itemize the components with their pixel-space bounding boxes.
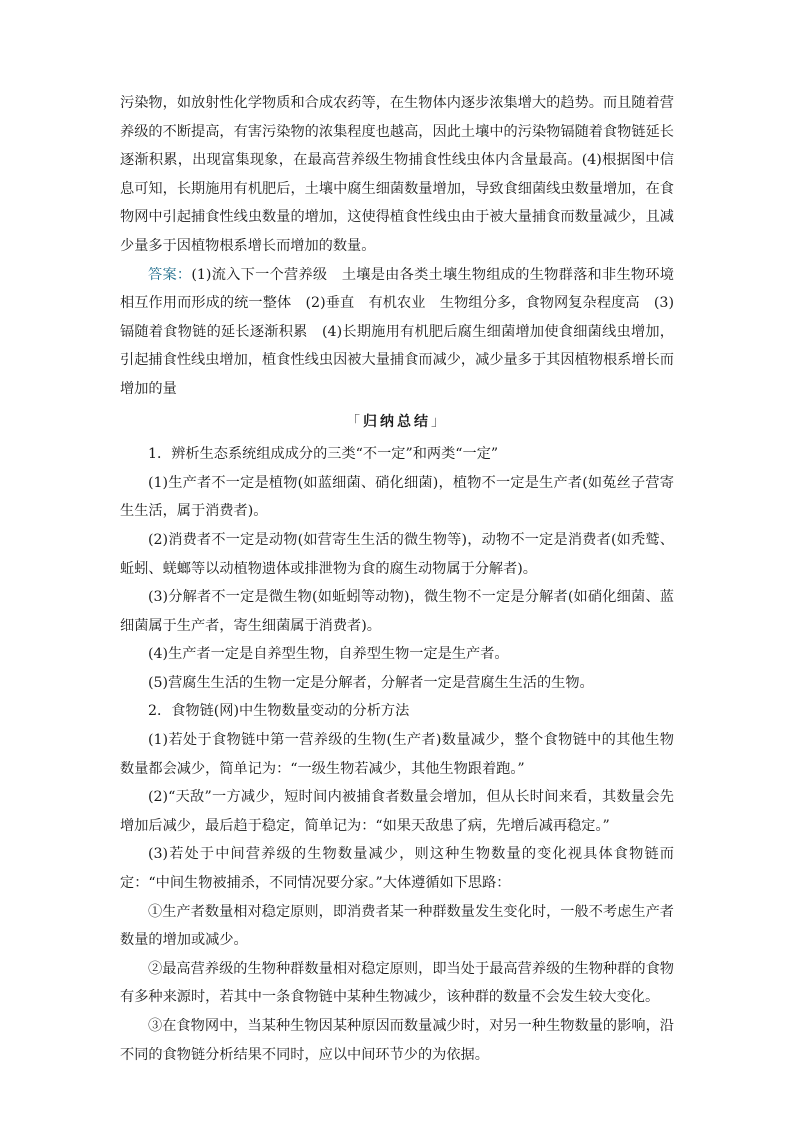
list-item: (1)生产者不一定是植物(如蓝细菌、硝化细菌)，植物不一定是生产者(如菟丝子营寄生生活，属于消费者)。: [120, 474, 674, 520]
answer-text: (1)流入下一个营养级 土壤是由各类土壤生物组成的生物群落和非生物环境相互作用而形成的统一整体 (2)垂直 有机农业 生物组分多，食物网复杂程度高 (3)镉随着食物链的延长逐渐积累 (4)长期施用有机肥后腐生细菌增加使食细菌线虫增加，引起捕食性线虫增加，植食性线虫因被大量捕食而减少，减少量多于其因植物根系增长而增加的量: [120, 266, 674, 397]
list-item: (5)营腐生生活的生物一定是分解者，分解者一定是营腐生生活的生物。: [148, 674, 594, 691]
section-title-text: 归纳总结: [363, 413, 431, 430]
list-item: (2)消费者不一定是动物(如营寄生生活的微生物等)，动物不一定是消费者(如秃鹫、蚯蚓、蜣螂等以动植物遗体或排泄物为食的腐生动物属于分解者)。: [120, 531, 674, 577]
heading-1: 1．辨析生态系统组成成分的三类“不一定”和两类“一定”: [148, 446, 499, 463]
answer-label: 答案：: [148, 266, 192, 283]
heading-2: 2．食物链(网)中生物数量变动的分析方法: [148, 703, 410, 720]
list-item: ①生产者数量相对稳定原则，即消费者某一种群数量发生变化时，一般不考虑生产者数量的增加或减少。: [120, 903, 674, 949]
list-item: (1)若处于食物链中第一营养级的生物(生产者)数量减少，整个食物链中的其他生物数量都会减少，简单记为：“一级生物若减少，其他生物跟着跑。”: [120, 732, 674, 777]
list-item: (2)“天敌”一方减少，短时间内被捕食者数量会增加，但从长时间来看，其数量会先增加后减少，最后趋于稳定，简单记为：“如果天敌患了病，先增后减再稳定。”: [120, 789, 674, 834]
list-item: (3)若处于中间营养级的生物数量减少，则这种生物数量的变化视具体食物链而定：“中间生物被捕杀，不同情况要分家。”大体遵循如下思路：: [120, 846, 674, 892]
continuation-paragraph: 污染物，如放射性化学物质和合成农药等，在生物体内逐步浓集增大的趋势。而且随着营养级的不断提高，有害污染物的浓集程度也越高，因此土壤中的污染物镉随着食物链延长逐渐积累，出现富集现象，在最高营养级生物捕食性线虫体内含量最高。(4)根据图中信息可知，长期施用有机肥后，土壤中腐生细菌数量增加，导致食细菌线虫数量增加，在食物网中引起捕食性线虫数量的增加，这使得植食性线虫由于被大量捕食而数量减少，且减少量多于因植物根系增长而增加的数量。: [120, 95, 674, 254]
section-title: [120, 408, 674, 437]
document-body: [120, 89, 674, 1069]
list-item: ②最高营养级的生物种群数量相对稳定原则，即当处于最高营养级的生物种群的食物有多种来源时，若其中一条食物链中某种生物减少，该种群的数量不会发生较大变化。: [120, 960, 674, 1006]
list-item: ③在食物网中，当某种生物因某种原因而数量减少时，对另一种生物数量的影响，沿不同的食物链分析结果不同时，应以中间环节少的为依据。: [120, 1018, 674, 1063]
list-item: (4)生产者一定是自养型生物，自养型生物一定是生产者。: [148, 646, 509, 663]
section-right-bracket: 」: [431, 413, 448, 430]
answer-paragraph: [120, 261, 674, 404]
section-left-bracket: 「: [346, 413, 363, 430]
list-item: (3)分解者不一定是微生物(如蚯蚓等动物)，微生物不一定是分解者(如硝化细菌、蓝细菌属于生产者，寄生细菌属于消费者)。: [120, 589, 674, 634]
